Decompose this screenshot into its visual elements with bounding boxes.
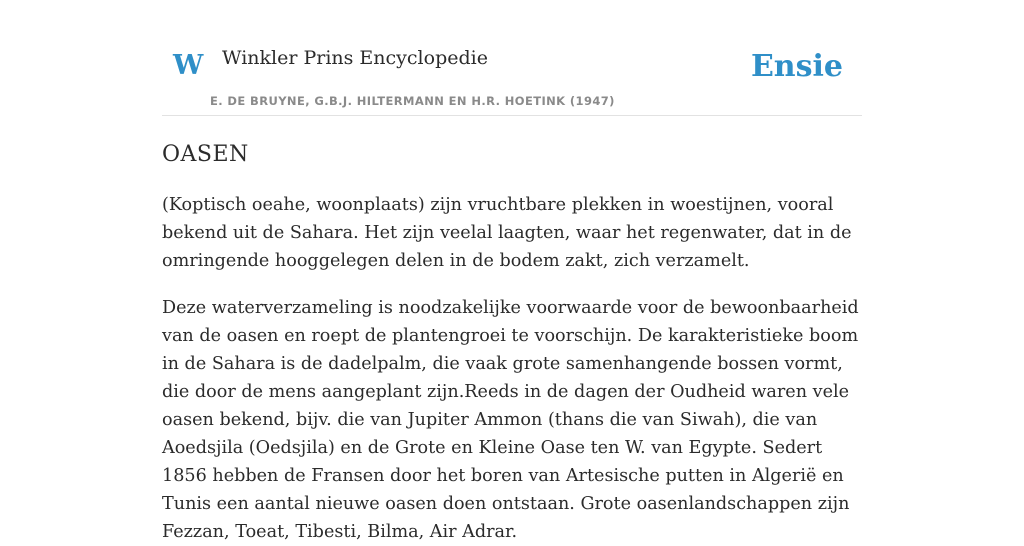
book-authors: E. DE BRUYNE, G.B.J. HILTERMANN EN H.R. HOETINK (1947) [210, 94, 615, 108]
ensie-logo[interactable]: Ensie [750, 49, 843, 84]
article-title: OASEN [162, 142, 249, 167]
winkler-prins-logo[interactable]: W [173, 50, 204, 81]
article-paragraph: (Koptisch oeahe, woonplaats) zijn vruchtbare plekken in woestijnen, vooral bekend uit de Sahara. Het zijn veelal laagten, waar het regenwater, dat in de omringende hooggelegen delen in de bodem zakt, zich verzamelt. [162, 195, 852, 271]
book-title[interactable]: Winkler Prins Encyclopedie [222, 47, 488, 69]
page-container [162, 0, 862, 546]
article-paragraph: Deze waterverzameling is noodzakelijke voorwaarde voor de bewoonbaarheid van de oasen en roept de plantengroei te voorschijn. De karakteristieke boom in de Sahara is de dadelpalm, die vaak grote samenhangende bossen vormt, die door de mens aangeplant zijn.Reeds in de dagen der Oudheid waren vele oasen bekend, bijv. die van Jupiter Ammon (thans die van Siwah), die van Aoedsjila (Oedsjila) en de Grote en Kleine Oase ten W. van Egypte. Sedert 1856 hebben de Fransen door het boren van Artesische putten in Algerië en Tunis een aantal nieuwe oasen doen ontstaan. Grote oasenlandschappen zijn Fezzan, Toeat, Tibesti, Bilma, Air Adrar. [162, 298, 859, 542]
site-header [162, 0, 862, 116]
